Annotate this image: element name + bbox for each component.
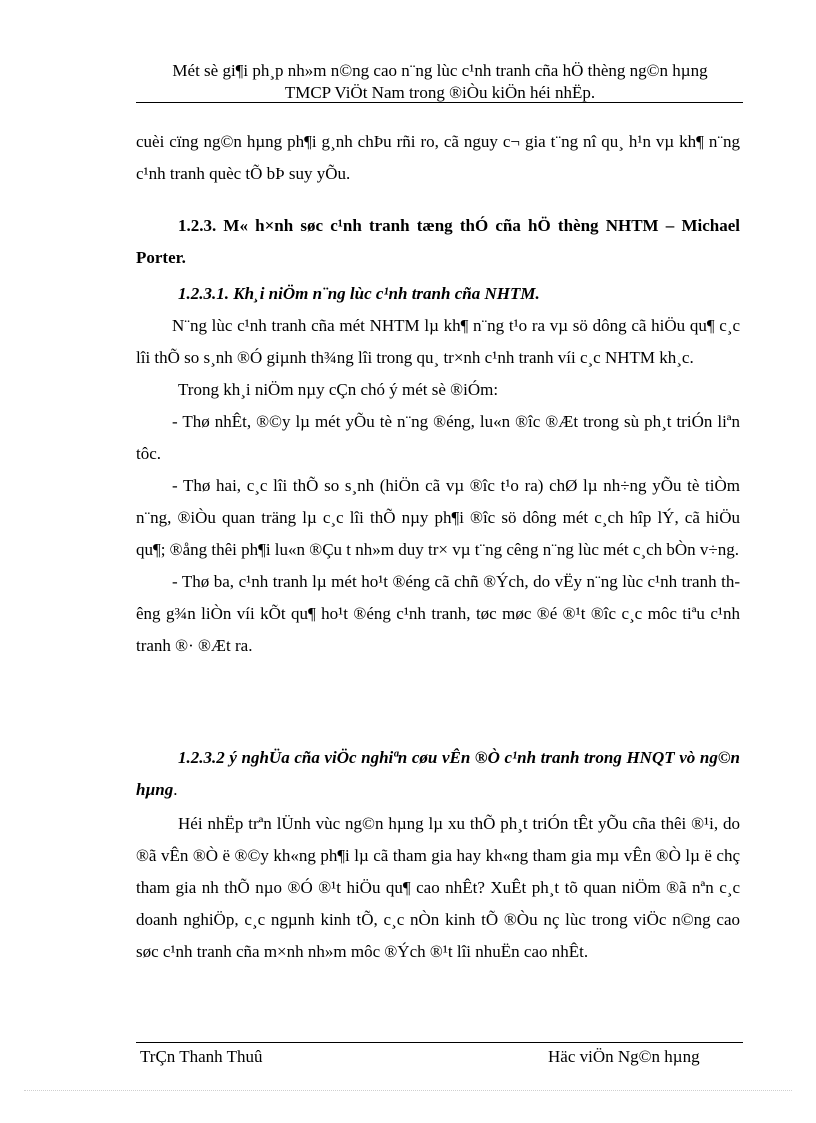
page-header xyxy=(136,60,744,104)
header-divider xyxy=(136,102,743,103)
body-paragraph: Trong kh¸i niÖm nµy cÇn chó ý mét sè ®iÓm: xyxy=(178,380,499,399)
list-item-third: - Thø ba, c¹nh tranh lµ mét ho¹t ®éng cã chñ ®Ých, do vËy n¨ng lùc c¹nh tranh thêng g¾n liÒn víi kÕt qu¶ ho¹t ®éng c¹nh tranh, tøc møc ®é ®¹t ®îc c¸c môc tiªu c¹nh tranh ®· ®Æt ra. xyxy=(136,572,740,655)
body-paragraph: cuèi cïng ng©n hµng ph¶i g¸nh chÞu rñi ro, cã nguy c¬ gia t¨ng nî qu¸ h¹n vµ kh¶ n¨ng c¹nh tranh quèc tÕ bÞ suy yÕu. xyxy=(136,132,740,183)
paragraph-intro xyxy=(136,126,740,190)
subsection-heading-1-2-3-1 xyxy=(136,278,740,310)
subsection-heading: 1.2.3.1. Kh¸i niÖm n¨ng lùc c¹nh tranh cña NHTM. xyxy=(178,284,540,303)
section-heading: 1.2.3. M« h×nh søc c¹nh tranh tæng thÓ cña hÖ thèng NHTM – Michael Porter. xyxy=(136,216,740,267)
paragraph-significance xyxy=(136,808,740,968)
subsection-heading xyxy=(136,742,740,806)
body-paragraph: Héi nhËp trªn lÜnh vùc ng©n hµng lµ xu thÕ ph¸t triÓn tÊt yÕu cña thêi ®¹i, do ®ã vÊn ®Ò ë ®©y kh«ng ph¶i lµ cã tham gia hay kh«ng tham gia mµ vÊn ®Ò lµ ë chç tham gia nh thÕ nµo ®Ó ®¹t hiÖu qu¶ cao nhÊt? XuÊt ph¸t tõ quan niÖm ®ã nªn c¸c doanh nghiÖp, c¸c ngµnh kinh tÕ, c¸c nÒn kinh tÕ ®Òu nç lùc trong viÖc n©ng cao søc c¹nh tranh cña m×nh nh»m môc ®Ých ®¹t lîi nhuËn cao nhÊt. xyxy=(136,814,740,961)
header-line-2: TMCP ViÖt Nam trong ®iÒu kiÖn héi nhËp. xyxy=(284,83,596,102)
footer-author: TrÇn Thanh Thuû xyxy=(140,1047,263,1066)
page-bottom-border xyxy=(24,1090,792,1091)
subsection-heading-period: . xyxy=(173,780,178,799)
footer-divider xyxy=(136,1042,743,1043)
section-heading-1-2-3 xyxy=(136,210,740,274)
subsection-heading-text: 1.2.3.2 ý nghÜa cña viÖc nghiªn cøu vÊn ®Ò c¹nh tranh trong HNQT vò ng©n hµng xyxy=(136,748,740,799)
body-paragraph: N¨ng lùc c¹nh tranh cña mét NHTM lµ kh¶ n¨ng t¹o ra vµ sö dông cã hiÖu qu¶ c¸c lîi thÕ so s¸nh ®Ó giµnh th¾ng lîi trong qu¸ tr×nh c¹nh tranh víi c¸c NHTM kh¸c. xyxy=(136,316,740,367)
header-line-1: Mét sè gi¶i ph¸p nh»m n©ng cao n¨ng lùc c¹nh tranh cña hÖ thèng ng©n hµng xyxy=(172,61,708,80)
paragraph-definition xyxy=(136,310,740,662)
subsection-heading-1-2-3-2 xyxy=(136,742,740,806)
list-item-second: - Thø hai, c¸c lîi thÕ so s¸nh (hiÖn cã vµ ®îc t¹o ra) chØ lµ nh÷ng yÕu tè tiÒm n¨ng, ®iÒu quan träng lµ c¸c lîi thÕ nµy ph¶i ®îc sö dông mét c¸ch hîp lÝ, cã hiÖu qu¶; ®ång thêi ph¶i lu«n ®Çu t nh»m duy tr× vµ t¨ng cêng n¨ng lùc mét c¸ch bÒn v÷ng. xyxy=(136,476,740,559)
list-item-first: - Thø nhÊt, ®©y lµ mét yÕu tè n¨ng ®éng, lu«n ®îc ®Æt trong sù ph¸t triÓn liªn tôc. xyxy=(136,412,740,463)
footer-institution: Häc viÖn Ng©n hµng xyxy=(548,1047,700,1066)
